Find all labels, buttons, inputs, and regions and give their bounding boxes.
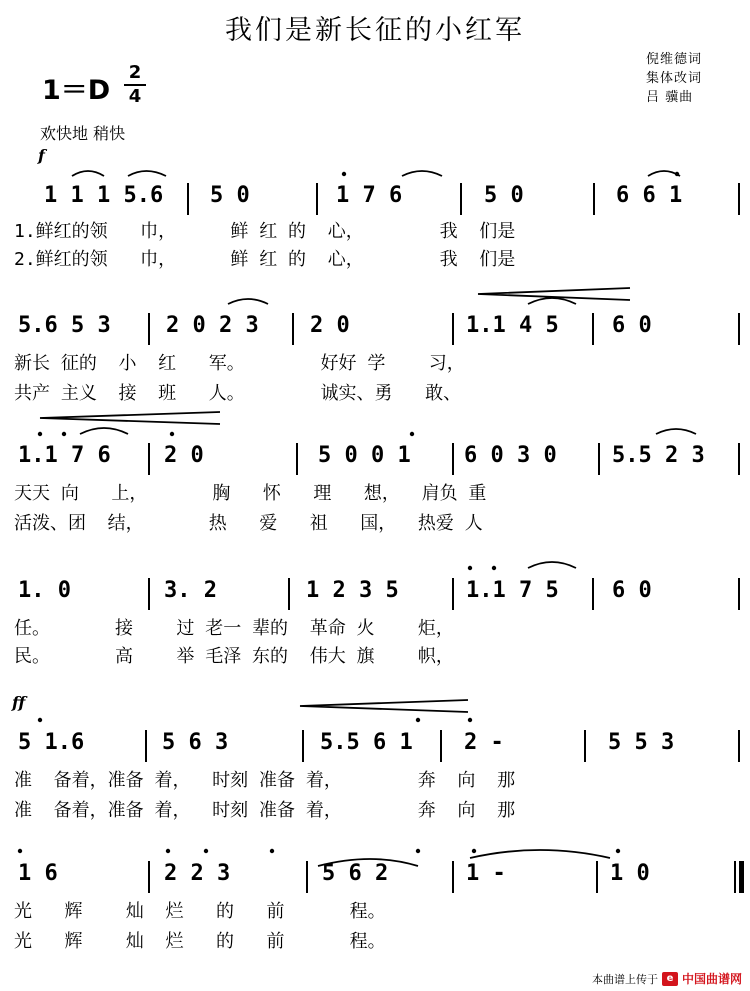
- credit-adapter: 集体改词: [646, 71, 703, 86]
- lyrics-verse-2: 共产 主义 接 班 人。 诚实、勇 敢、: [14, 383, 462, 404]
- measure-4-5: 6 0: [612, 578, 652, 603]
- measure-2-4: 1.1 4 5: [466, 313, 559, 338]
- lyrics-verse-1: 准 备着，准备 着， 时刻 准备 着， 奔 向 那: [14, 770, 516, 791]
- credit-lyricist: 倪维德词: [646, 52, 703, 67]
- measure-3-1: 1.1 7 6: [18, 443, 111, 468]
- tie: [470, 850, 610, 858]
- slur: [528, 298, 576, 304]
- measure-1-5: 6 6 1: [616, 183, 683, 208]
- measure-5-4: 2 -: [464, 730, 504, 755]
- lyrics-verse-1: 任。 接 过 老一 辈的 革命 火 炬，: [14, 618, 454, 639]
- lyrics-verse-1: 1.鲜红的领 巾， 鲜 红 的 心， 我 们是: [14, 221, 516, 242]
- lyrics-verse-1: 天天 向 上， 胸 怀 理 想， 肩负 重: [14, 483, 487, 504]
- measure-3-4: 6 0 3 0: [464, 443, 557, 468]
- measure-1-4: 5 0: [484, 183, 524, 208]
- measure-3-2: 2 0: [164, 443, 204, 468]
- slur: [318, 859, 418, 866]
- measure-1-3: 1 7 6: [336, 183, 403, 208]
- measure-2-3: 2 0: [310, 313, 350, 338]
- lyrics-verse-2: 活泼、团 结， 热 爱 祖 国， 热爱 人: [14, 513, 483, 534]
- crescendo: [300, 700, 468, 712]
- measure-6-5: 1 0: [610, 861, 650, 886]
- lyrics-verse-2: 2.鲜红的领 巾， 鲜 红 的 心， 我 们是: [14, 249, 516, 270]
- measure-5-1: 5 1.6: [18, 730, 85, 755]
- measure-6-4: 1 -: [466, 861, 506, 886]
- slur: [402, 171, 442, 176]
- lyrics-verse-2: 民。 高 举 毛泽 东的 伟大 旗 帜，: [14, 646, 454, 667]
- measure-4-2: 3. 2: [164, 578, 217, 603]
- tie: [72, 171, 104, 176]
- measure-2-5: 6 0: [612, 313, 652, 338]
- slur: [128, 171, 166, 176]
- key-signature: 1＝D: [42, 75, 111, 106]
- measure-3-5: 5.5 2 3: [612, 443, 705, 468]
- measure-6-3: 5 6 2: [322, 861, 389, 886]
- site-logo-icon: e: [662, 972, 678, 986]
- lyrics-verse-2: 准 备着，准备 着， 时刻 准备 着， 奔 向 那: [14, 800, 516, 821]
- slur: [528, 562, 576, 568]
- measure-4-1: 1. 0: [18, 578, 71, 603]
- measure-2-1: 5.6 5 3: [18, 313, 111, 338]
- footer: [592, 970, 742, 987]
- measure-4-3: 1 2 3 5: [306, 578, 399, 603]
- slur: [656, 429, 696, 434]
- measure-3-3: 5 0 0 1: [318, 443, 411, 468]
- lyrics-verse-1: 新长 征的 小 红 军。 好好 学 习，: [14, 353, 465, 374]
- lyrics-verse-1: 光 辉 灿 烂 的 前 程。: [14, 901, 386, 922]
- time-signature-top: 2: [128, 62, 142, 83]
- measure-1-2: 5 0: [210, 183, 250, 208]
- footer-text: 本曲谱上传于: [591, 972, 658, 986]
- measure-6-1: 1 6: [18, 861, 58, 886]
- measure-6-2: 2 2 3: [164, 861, 231, 886]
- slur: [80, 428, 128, 434]
- site-name-link[interactable]: 中国曲谱网: [681, 972, 742, 986]
- measure-2-2: 2 0 2 3: [166, 313, 259, 338]
- measure-5-3: 5.5 6 1: [320, 730, 413, 755]
- lyrics-verse-2: 光 辉 灿 烂 的 前 程。: [14, 931, 386, 952]
- measure-4-4: 1.1 7 5: [466, 578, 559, 603]
- time-signature-bottom: 4: [128, 86, 142, 107]
- dynamic-forte: f: [38, 146, 45, 165]
- measure-5-2: 5 6 3: [162, 730, 229, 755]
- measure-1-1: 1 1 1 5.6: [44, 183, 164, 208]
- tempo-marking: 欢快地 稍快: [40, 124, 126, 143]
- measure-5-5: 5 5 3: [608, 730, 675, 755]
- crescendo: [40, 412, 220, 424]
- dynamic-fortissimo: ff: [12, 693, 26, 712]
- song-title: 我们是新长征的小红军: [225, 15, 525, 46]
- credit-composer: 吕 骥曲: [646, 90, 694, 105]
- slur: [228, 299, 268, 304]
